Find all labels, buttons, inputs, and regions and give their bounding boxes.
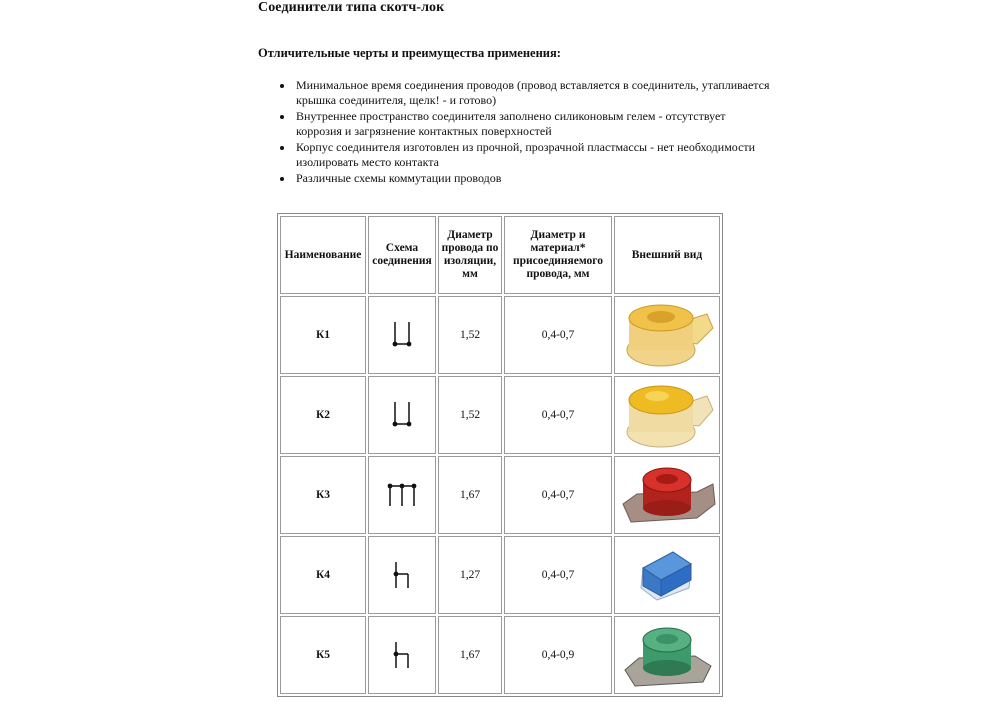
tap-wire-icon [368,616,436,694]
wire-diameter: 0,4-0,7 [504,376,612,454]
insulation-diameter: 1,67 [438,616,502,694]
header-insulation-diameter: Диаметр провода по изоляции, мм [438,216,502,294]
connector-name: К1 [280,296,366,374]
insulation-diameter: 1,27 [438,536,502,614]
wire-diameter: 0,4-0,7 [504,536,612,614]
insulation-diameter: 1,52 [438,296,502,374]
table-row [280,616,720,694]
connector-name: К4 [280,536,366,614]
tap-wire-icon [368,536,436,614]
header-appearance: Внешний вид [614,216,720,294]
connector-photo [614,376,720,454]
feature-item: • Различные схемы коммутации проводов [294,171,774,186]
wire-diameter: 0,4-0,7 [504,296,612,374]
connector-photo [614,296,720,374]
feature-item: • Внутреннее пространство соединителя заполнено силиконовым гелем - отсутствует коррозия и загрязнение контактных поверхностей [294,109,774,139]
table-row [280,456,720,534]
three-wire-bridge-icon [368,456,436,534]
insulation-diameter: 1,67 [438,456,502,534]
table-row [280,536,720,614]
table-header-row [280,216,720,294]
header-scheme: Схема соединения [368,216,436,294]
connectors-table [277,213,723,697]
page-title: Соединители типа скотч-лок [258,0,445,15]
connector-photo [614,536,720,614]
connector-name: К3 [280,456,366,534]
header-wire-diameter: Диаметр и материал* присоединяемого провода, мм [504,216,612,294]
feature-item: • Минимальное время соединения проводов (провод вставляется в соединитель, утапливается крышка соединителя, щелк! - и готово) [294,78,774,108]
features-heading: Отличительные черты и преимущества применения: [258,46,561,60]
wire-diameter: 0,4-0,7 [504,456,612,534]
connector-name: К2 [280,376,366,454]
connector-name: К5 [280,616,366,694]
feature-item: • Корпус соединителя изготовлен из прочной, прозрачной пластмассы - нет необходимости изолировать место контакта [294,140,774,170]
table-row [280,376,720,454]
features-list [278,78,774,187]
header-name: Наименование [280,216,366,294]
two-wire-bridge-icon [368,376,436,454]
connector-photo [614,456,720,534]
connector-photo [614,616,720,694]
wire-diameter: 0,4-0,9 [504,616,612,694]
insulation-diameter: 1,52 [438,376,502,454]
table-row [280,296,720,374]
two-wire-bridge-icon [368,296,436,374]
